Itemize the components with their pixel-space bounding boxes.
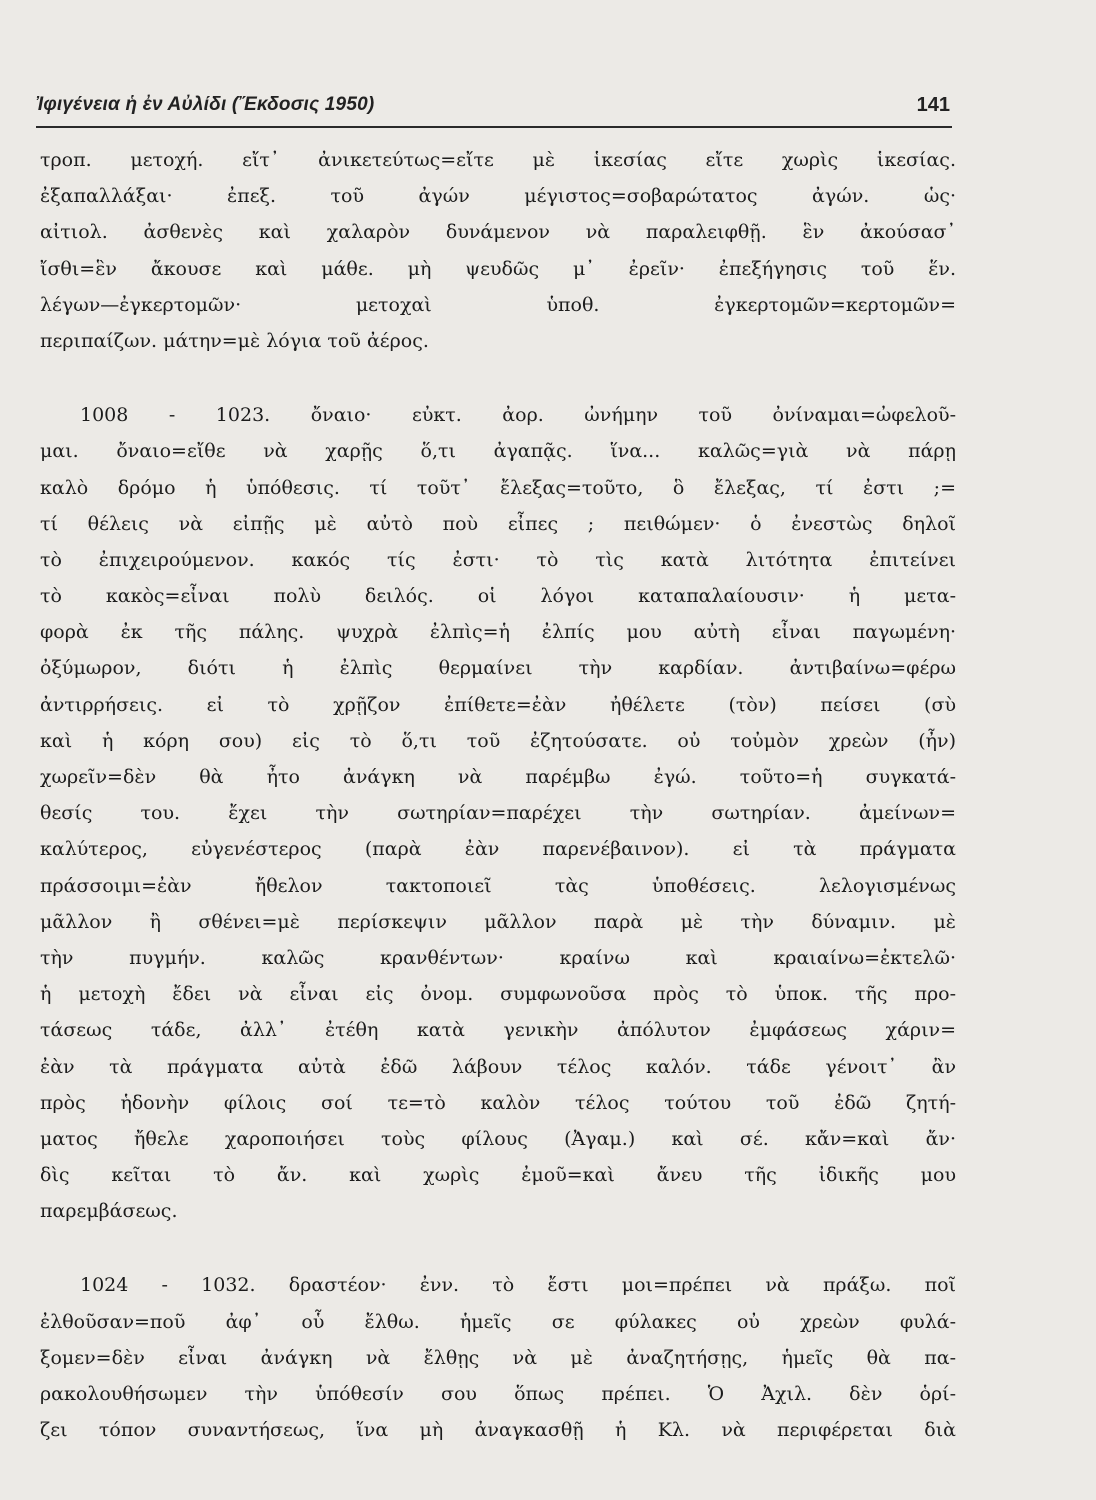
text-line: καὶ ἡ κόρη σου) εἰς τὸ ὅ,τι τοῦ ἐζητούσατε. οὐ τοὐμὸν χρεὼν (ἦν) [40, 729, 956, 752]
paragraph-gap [40, 359, 956, 397]
text-line: ὀξύμωρον, διότι ἡ ἐλπὶς θερμαίνει τὴν καρδίαν. ἀντιβαίνω=φέρω [40, 657, 956, 680]
text-line: ἐὰν τὰ πράγματα αὐτὰ ἐδῶ λάβουν τέλος καλόν. τάδε γένοιτ᾽ ἂν [40, 1055, 956, 1078]
text-line: παρεμβάσεως. [40, 1200, 178, 1223]
paragraph-gap [40, 1229, 956, 1267]
text-line: τί θέλεις νὰ εἰπῇς μὲ αὐτὸ ποὺ εἶπες ; πειθώμεν· ὁ ἐνεστὼς δηλοῖ [40, 512, 956, 535]
running-header [36, 92, 952, 128]
paragraph-lines-1024-1032 [40, 1267, 956, 1448]
text-line: ἡ μετοχὴ ἔδει νὰ εἶναι εἰς ὀνομ. συμφωνοῦσα πρὸς τὸ ὑποκ. τῆς προ- [40, 983, 956, 1006]
text-line: τὸ κακὸς=εἶναι πολὺ δειλός. οἱ λόγοι καταπαλαίουσιν· ἡ μετα- [40, 585, 956, 608]
text-line: χωρεῖν=δὲν θὰ ἦτο ἀνάγκη νὰ παρέμβω ἐγώ. τοῦτο=ἡ συγκατά- [40, 766, 956, 788]
text-line: περιπαίζων. μάτην=μὲ λόγια τοῦ ἀέρος. [40, 329, 429, 352]
text-line: 1008 - 1023. ὄναιο· εὐκτ. ἀορ. ὠνήμην τοῦ ὀνίναμαι=ὠφελοῦ- [80, 404, 956, 427]
text-line: φορὰ ἐκ τῆς πάλης. ψυχρὰ ἐλπὶς=ἡ ἐλπίς μου αὐτὴ εἶναι παγωμένη· [40, 621, 956, 644]
text-line: δὶς κεῖται τὸ ἄν. καὶ χωρὶς ἐμοῦ=καὶ ἄνευ τῆς ἰδικῆς μου [40, 1164, 956, 1187]
text-line: καλὸ δρόμο ἡ ὑπόθεσις. τί τοῦτ᾽ ἔλεξας=τοῦτο, ὃ ἔλεξας, τί ἐστι ;= [40, 476, 956, 499]
text-line: ματος ἤθελε χαροποιήσει τοὺς φίλους (Ἀγαμ.) καὶ σέ. κἄν=καὶ ἄν· [40, 1127, 956, 1150]
commentary-text [40, 142, 956, 1448]
text-line: πρὸς ἡδονὴν φίλοις σοί τε=τὸ καλὸν τέλος τούτου τοῦ ἐδῶ ζητή- [40, 1091, 956, 1114]
text-line: τάσεως τάδε, ἀλλ᾽ ἐτέθη κατὰ γενικὴν ἀπόλυτον ἐμφάσεως χάριν= [40, 1019, 956, 1042]
paragraph-notes-intro [40, 142, 956, 359]
text-line: ἐλθοῦσαν=ποῦ ἀφ᾽ οὗ ἔλθω. ἡμεῖς σε φύλακες οὐ χρεὼν φυλά- [40, 1310, 956, 1333]
text-line: μᾶλλον ἢ σθένει=μὲ περίσκεψιν μᾶλλον παρὰ μὲ τὴν δύναμιν. μὲ [40, 910, 956, 933]
page-number: 141 [916, 94, 950, 116]
paragraph-lines-1008-1023 [40, 397, 956, 1229]
text-line: τὸ ἐπιχειρούμενον. κακός τίς ἐστι· τὸ τὶς κατὰ λιτότητα ἐπιτείνει [40, 548, 956, 571]
text-line: λέγων—ἐγκερτομῶν· μετοχαὶ ὑποθ. ἐγκερτομῶν=κερτομῶν= [40, 293, 956, 316]
text-line: αἰτιολ. ἀσθενὲς καὶ χαλαρὸν δυνάμενον νὰ παραλειφθῇ. ἓν ἀκούσασ᾽ [40, 221, 956, 244]
text-line: τὴν πυγμήν. καλῶς κρανθέντων· κραίνω καὶ κραιαίνω=ἐκτελῶ· [40, 946, 956, 969]
text-line: τροπ. μετοχή. εἴτ᾽ ἀνικετεύτως=εἴτε μὲ ἱκεσίας εἴτε χωρὶς ἱκεσίας. [40, 149, 956, 171]
text-line: θεσίς του. ἔχει τὴν σωτηρίαν=παρέχει τὴν σωτηρίαν. ἀμείνων= [40, 802, 956, 825]
text-line: πράσσοιμι=ἐὰν ἤθελον τακτοποιεῖ τὰς ὑποθέσεις. λελογισμένως [40, 874, 956, 897]
text-line: ρακολουθήσωμεν τὴν ὑπόθεσίν σου ὅπως πρέπει. Ὁ Ἀχιλ. δὲν ὁρί- [40, 1383, 956, 1405]
text-line: ἀντιρρήσεις. εἰ τὸ χρῇζον ἐπίθετε=ἐὰν ἠθέλετε (τὸν) πείσει (σὺ [40, 693, 956, 716]
header-title: Ἰφιγένεια ἡ ἐν Αὐλίδι (Ἔκδοσις 1950) [36, 94, 375, 115]
text-line: ξομεν=δὲν εἶναι ἀνάγκη νὰ ἔλθῃς νὰ μὲ ἀναζητήσῃς, ἡμεῖς θὰ πα- [40, 1346, 956, 1369]
text-line: καλύτερος, εὐγενέστερος (παρὰ ἐὰν παρενέβαινον). εἰ τὰ πράγματα [40, 838, 956, 861]
text-line: 1024 - 1032. δραστέον· ἐνν. τὸ ἔστι μοι=πρέπει νὰ πράξω. ποῖ [80, 1274, 956, 1297]
text-line: ζει τόπον συναντήσεως, ἵνα μὴ ἀναγκασθῇ ἡ Κλ. νὰ περιφέρεται διὰ [40, 1419, 956, 1442]
text-line: ἴσθι=ἓν ἄκουσε καὶ μάθε. μὴ ψευδῶς μ᾽ ἐρεῖν· ἐπεξήγησις τοῦ ἕν. [40, 257, 956, 280]
text-line: ἐξαπαλλάξαι· ἐπεξ. τοῦ ἀγών μέγιστος=σοβαρώτατος ἀγών. ὡς· [40, 185, 956, 208]
text-line: μαι. ὄναιο=εἴθε νὰ χαρῇς ὅ,τι ἀγαπᾷς. ἵνα... καλῶς=γιὰ νὰ πάρῃ [40, 440, 956, 463]
